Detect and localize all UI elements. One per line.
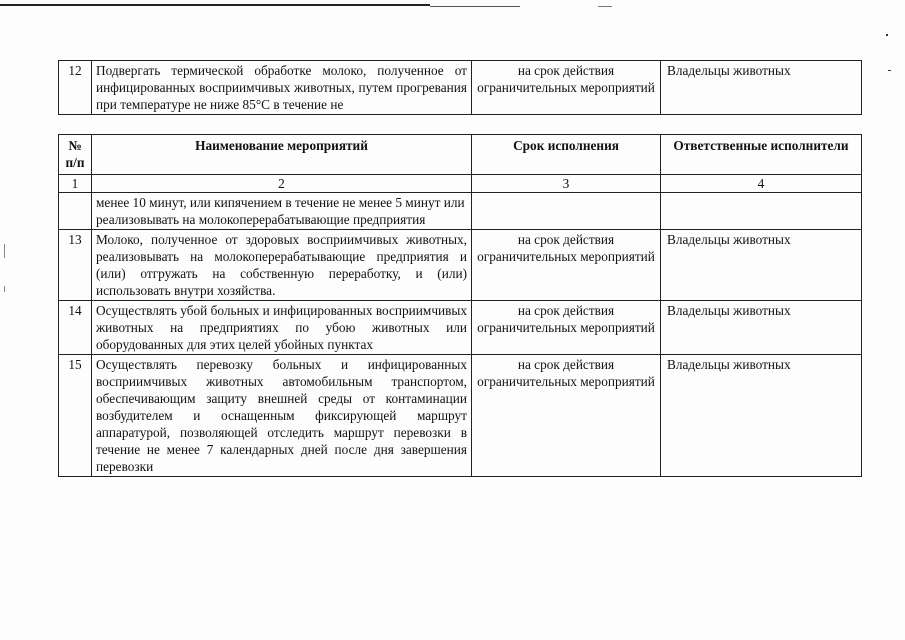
row-number bbox=[59, 193, 92, 230]
table-row bbox=[59, 193, 862, 230]
measure-text: Осуществлять убой больных и инфицированных восприимчивых животных на предприятиях по убою животных или оборудованных для этих целей убойных пунктах bbox=[92, 301, 472, 355]
measure-term: на срок действия ограничительных мероприятий bbox=[472, 355, 661, 477]
measure-responsible: Владельцы животных bbox=[661, 61, 862, 115]
measure-text: Осуществлять перевозку больных и инфицированных восприимчивых животных автомобильным транспортом, обеспечивающим защиту внешней среды от контаминации возбудителем и оснащенным фиксирующей маршрут аппаратурой, позволяющей отследить маршрут перевозки в течение не менее 7 календарных дней после дня завершения перевозки bbox=[92, 355, 472, 477]
measure-responsible: Владельцы животных bbox=[661, 355, 862, 477]
top-scan-rule bbox=[598, 6, 612, 7]
header-name: Наименование мероприятий bbox=[92, 135, 472, 175]
header-responsible: Ответственные исполнители bbox=[661, 135, 862, 175]
measure-responsible bbox=[661, 193, 862, 230]
measures-table-top-fragment bbox=[58, 60, 862, 115]
measures-table bbox=[58, 134, 862, 477]
measure-text: Подвергать термической обработке молоко, полученное от инфицированных восприимчивых животных, путем прогревания при температуре не ниже 85°С в течение не bbox=[92, 61, 472, 115]
table-row bbox=[59, 301, 862, 355]
scan-mark bbox=[4, 286, 5, 292]
scan-mark bbox=[4, 244, 5, 258]
top-scan-rule bbox=[430, 6, 520, 7]
row-number: 13 bbox=[59, 230, 92, 301]
row-number: 12 bbox=[59, 61, 92, 115]
measure-term bbox=[472, 193, 661, 230]
top-scan-rule bbox=[0, 4, 430, 6]
measure-responsible: Владельцы животных bbox=[661, 230, 862, 301]
header-row bbox=[59, 135, 862, 175]
header-term: Срок исполнения bbox=[472, 135, 661, 175]
header-num: № п/п bbox=[59, 135, 92, 175]
row-number: 14 bbox=[59, 301, 92, 355]
table-row bbox=[59, 61, 862, 115]
column-index: 1 bbox=[59, 175, 92, 193]
row-number: 15 bbox=[59, 355, 92, 477]
measure-responsible: Владельцы животных bbox=[661, 301, 862, 355]
column-index-row bbox=[59, 175, 862, 193]
table-row bbox=[59, 230, 862, 301]
measure-term: на срок действия ограничительных мероприятий bbox=[472, 301, 661, 355]
measure-term: на срок действия ограничительных мероприятий bbox=[472, 61, 661, 115]
measure-term: на срок действия ограничительных мероприятий bbox=[472, 230, 661, 301]
scan-speck bbox=[888, 70, 891, 71]
table-row bbox=[59, 355, 862, 477]
column-index: 3 bbox=[472, 175, 661, 193]
column-index: 2 bbox=[92, 175, 472, 193]
measure-text: Молоко, полученное от здоровых восприимчивых животных, реализовывать на молокоперерабатывающие предприятия и (или) отгружать на собственную переработку, и (или) использовать внутри хозяйства. bbox=[92, 230, 472, 301]
scan-speck bbox=[886, 34, 888, 36]
column-index: 4 bbox=[661, 175, 862, 193]
measure-text-continuation: менее 10 минут, или кипячением в течение не менее 5 минут или реализовывать на молокоперерабатывающие предприятия bbox=[92, 193, 472, 230]
